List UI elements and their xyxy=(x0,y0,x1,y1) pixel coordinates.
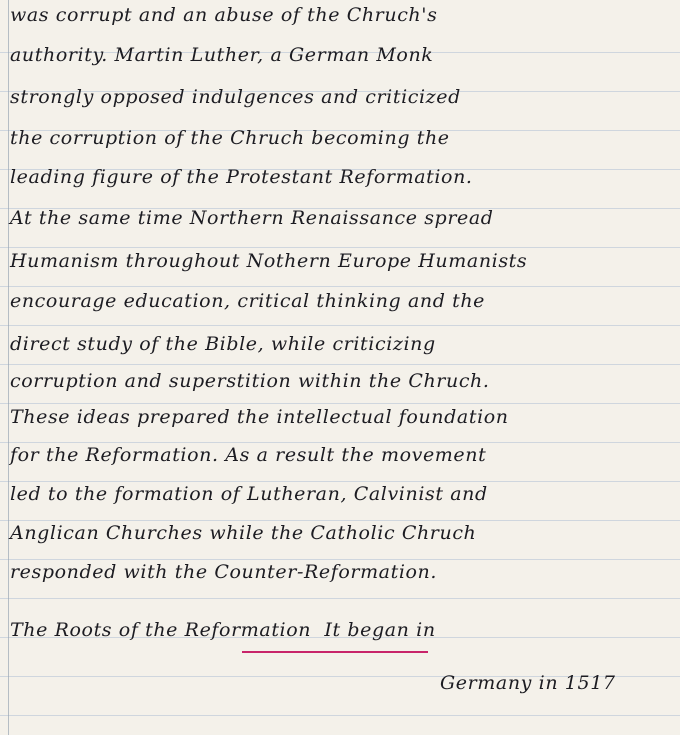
title-underline xyxy=(242,651,428,653)
text-line-9: direct study of the Bible, while criticizing xyxy=(10,333,436,355)
footer-line-1 xyxy=(10,619,674,641)
margin-line xyxy=(8,0,9,735)
text-line-13: led to the formation of Lutheran, Calvinist and xyxy=(10,483,488,505)
text-line-15: responded with the Counter-Reformation. xyxy=(10,561,438,583)
footer-line-2: Germany in 1517 xyxy=(440,672,616,694)
text-line-4: the corruption of the Chruch becoming the xyxy=(10,127,450,149)
text-line-6: At the same time Northern Renaissance spread xyxy=(10,207,494,229)
text-line-12: for the Reformation. As a result the movement xyxy=(10,444,487,466)
text-line-2: authority. Martin Luther, a German Monk xyxy=(10,44,434,66)
footer-prefix: The Roots of the xyxy=(10,619,185,641)
text-line-10: corruption and superstition within the Chruch. xyxy=(10,370,490,392)
text-line-3: strongly opposed indulgences and criticized xyxy=(10,86,461,108)
text-line-14: Anglican Churches while the Catholic Chruch xyxy=(10,522,477,544)
text-line-1: was corrupt and an abuse of the Chruch's xyxy=(10,4,438,26)
footer-suffix: It began in xyxy=(311,619,436,641)
text-line-7: Humanism throughout Nothern Europe Humanists xyxy=(10,250,528,272)
footer-title: Reformation xyxy=(184,619,312,641)
text-line-8: encourage education, critical thinking and the xyxy=(10,290,486,312)
text-line-11: These ideas prepared the intellectual foundation xyxy=(10,406,509,428)
text-line-5: leading figure of the Protestant Reformation. xyxy=(10,166,473,188)
